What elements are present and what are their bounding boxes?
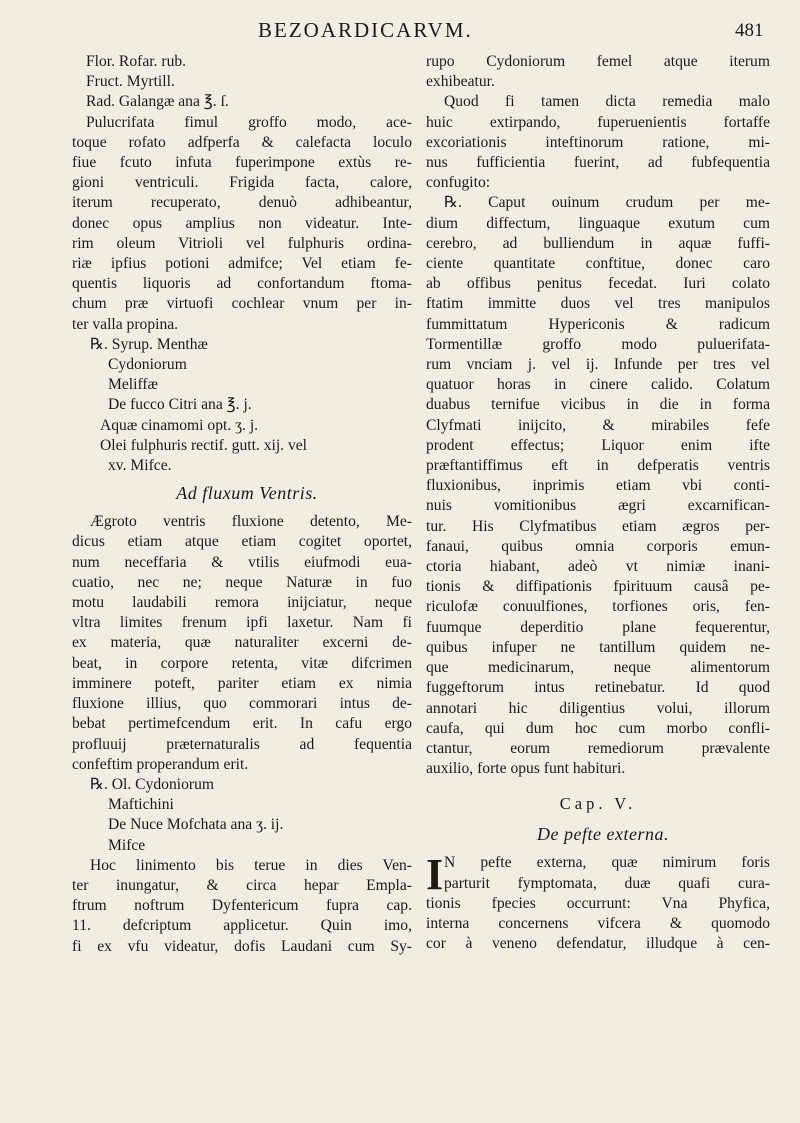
text-line: ℞. Caput ouinum crudum per me- (444, 194, 770, 212)
text-line: Hoc linimento bis terue in dies Ven- (90, 856, 412, 874)
text-line: 11. defcriptum applicetur. Quin imo, (72, 917, 412, 935)
text-line: rupo Cydoniorum femel atque iterum (426, 53, 770, 70)
text-line: ter valla propina. (72, 315, 179, 333)
text-line: quentis liquoris ad confortandum ftoma- (72, 275, 412, 293)
page-header (0, 18, 800, 48)
recipe-line: ℞. Ol. Cydoniorum (90, 775, 215, 793)
text-line: riæ ipfius potioni admifce; Vel etiam fe- (72, 255, 412, 273)
text-line: ex materia, quæ naturaliter excerni de- (72, 634, 412, 652)
text-line: tur. His Clyfmatibus etiam ægros per- (426, 517, 770, 535)
recipe-line: Meliffæ (108, 376, 158, 394)
text-line: excoriationis inteftinorum ratione, mi- (426, 133, 770, 151)
chapter-opening (426, 850, 770, 900)
text-line: motu laudabili remora inijciatur, neque (72, 594, 412, 612)
recipe-line: Mifce (108, 836, 146, 854)
text-line: toque rofato adfperfa & calefacta loculo (72, 133, 412, 151)
text-line: rum vnciam j. vel ij. Infunde per tres vel (426, 356, 770, 374)
text-line: interna concernens vifcera & quomodo (426, 914, 770, 932)
text-line: annotari hic diligentius volui, illorum (426, 699, 770, 717)
chapter-title: De pefte externa. (537, 824, 669, 845)
text-line: rim oleum Vitrioli vel fulphuris ordina- (72, 234, 412, 252)
text-line: fummittatum Hypericonis & radicum (426, 315, 770, 333)
text-line: iterum recuperato, denuò adhibeantur, (72, 194, 412, 212)
text-line: duabus ternifue vicibus in die in forma (426, 396, 770, 414)
text-line: exhibeatur. (426, 73, 495, 91)
text-line: bebat pertimefcendum erit. In cafu ergo (72, 715, 412, 733)
text-line: fuggeftorum intus retinebatur. Id quod (426, 679, 770, 697)
text-line: ctoria hiabant, adeò vt nimiæ inani- (426, 558, 770, 576)
text-line: quibus infuper ne tantillum quidem ne- (426, 638, 770, 656)
text-line: confeftim properandum erit. (72, 755, 249, 773)
text-line: cerebro, ad bulliendum in aquæ fuffi- (426, 234, 770, 252)
text-line: Flor. Rofar. rub. (86, 53, 187, 70)
text-line: auxilio, forte opus funt habituri. (426, 760, 626, 778)
text-line: ftrum noftrum Dyfentericum fupra cap. (72, 897, 412, 915)
text-line: præftantiffimus eft in defperatis ventris (426, 457, 770, 475)
text-line: riculofæ conuulfiones, torfiones oris, fen- (426, 598, 770, 616)
recipe-line: Aquæ cinamomi opt. ʒ. j. (100, 416, 259, 434)
text-line: Ægroto ventris fluxione detento, Me- (90, 513, 412, 531)
recipe-line: De fucco Citri ana ℥. j. (108, 396, 252, 414)
recipe-line: ℞. Syrup. Menthæ (90, 335, 208, 353)
text-line: huic extirpando, fuperuenientis fortaffe (426, 113, 770, 131)
text-line: fluxionibus, inprimis etiam vbi conti- (426, 477, 770, 495)
text-line: fluxione illius, quo commorari intus de- (72, 695, 412, 713)
text-line: Tormentillæ groffo modo puluerifata- (426, 335, 770, 353)
text-line: N pefte externa, quæ nimirum foris (444, 854, 770, 872)
text-line: nus fufficientia fuerint, ad fubfequentia (426, 154, 770, 172)
text-line: cor à veneno defendatur, illudque à cen- (426, 935, 770, 953)
chapter-label: Cap. V. (559, 794, 637, 814)
section-title: Ad fluxum Ventris. (176, 483, 318, 504)
text-line: parturit fymptomata, duæ quafi cura- (444, 874, 770, 892)
text-line: dicus etiam atque etiam cogitet oportet, (72, 533, 412, 551)
text-line: vltra limites frenum ipfi laxetur. Nam fi (72, 614, 412, 632)
text-line: ctantur, eorum remediorum prævalente (426, 739, 770, 757)
text-line: fiue fcuto infuta fuperimpone extùs re- (72, 154, 412, 172)
text-line: Pulucrifata fimul groffo modo, ace- (86, 113, 412, 131)
text-line: gioni ventriculi. Frigida facta, calore, (72, 174, 412, 192)
text-line: Quod fi tamen dicta remedia malo (444, 93, 770, 111)
text-line: tionis & diffipationis fpirituum causâ pe- (426, 578, 770, 596)
text-line: nuis vomitionibus ægri excarnifican- (426, 497, 770, 515)
text-line: dium diffectum, linguaque exutum cum (426, 214, 770, 232)
recipe-line: Maftichini (108, 796, 174, 814)
text-line: que medicinarum, neque alimentorum (426, 659, 770, 677)
recipe-line: Cydoniorum (108, 356, 187, 374)
text-line: ab offibus penitus fecedat. Iuri colato (426, 275, 770, 293)
running-head: BEZOARDICARVM. (258, 18, 473, 42)
text-line: chum præ virtuofi cochlear vnum per in- (72, 295, 412, 313)
text-line: donec opus amplius non videatur. Inte- (72, 214, 412, 232)
right-column (426, 52, 770, 954)
text-line: imminere poteft, pariter etiam ex nimia (72, 674, 412, 692)
text-line: num neceffaria & vtilis eiufmodi eua- (72, 553, 412, 571)
text-line: ter inungatur, & circa hepar Empla- (72, 876, 412, 894)
text-line: quatuor horas in cinere calido. Colatum (426, 376, 770, 394)
text-line: fuumque deperditio plane fequerentur, (426, 618, 770, 636)
recipe-line: xv. Mifce. (108, 457, 172, 475)
text-line: ciente quantitate conftitue, donec caro (426, 255, 770, 273)
page-number: 481 (735, 20, 764, 41)
text-line: caufa, qui dum hoc cum morbo confli- (426, 719, 770, 737)
text-line: Clyfmati inijcito, & mirabiles fefe (426, 416, 770, 434)
text-line: tionis fpecies occurrunt: Vna Phyfica, (426, 894, 770, 912)
text-line: profluuij præternaturalis ad fequentia (72, 735, 412, 753)
text-line: fi ex vfu videatur, dofis Laudani cum Sy- (72, 937, 412, 955)
text-line: confugito: (426, 174, 491, 192)
left-column (72, 52, 412, 957)
recipe-line: Olei fulphuris rectif. gutt. xij. vel (100, 436, 308, 454)
text-line: cuatio, nec ne; neque Naturæ in fuo (72, 573, 412, 591)
text-line: beat, in corpore retenta, vitæ difcrimen (72, 654, 412, 672)
drop-cap: I (426, 850, 444, 900)
text-line: fanaui, quibus omnia corporis emun- (426, 537, 770, 555)
recipe-line: De Nuce Mofchata ana ʒ. ij. (108, 816, 284, 834)
text-line: Rad. Galangæ ana ℥. ſ. (86, 93, 229, 111)
text-line: prodent effectus; Liquor enim ifte (426, 436, 770, 454)
text-line: ftatim immitte duos vel tres manipulos (426, 295, 770, 313)
text-line: Fruct. Myrtill. (86, 73, 175, 91)
spacer (426, 779, 770, 787)
